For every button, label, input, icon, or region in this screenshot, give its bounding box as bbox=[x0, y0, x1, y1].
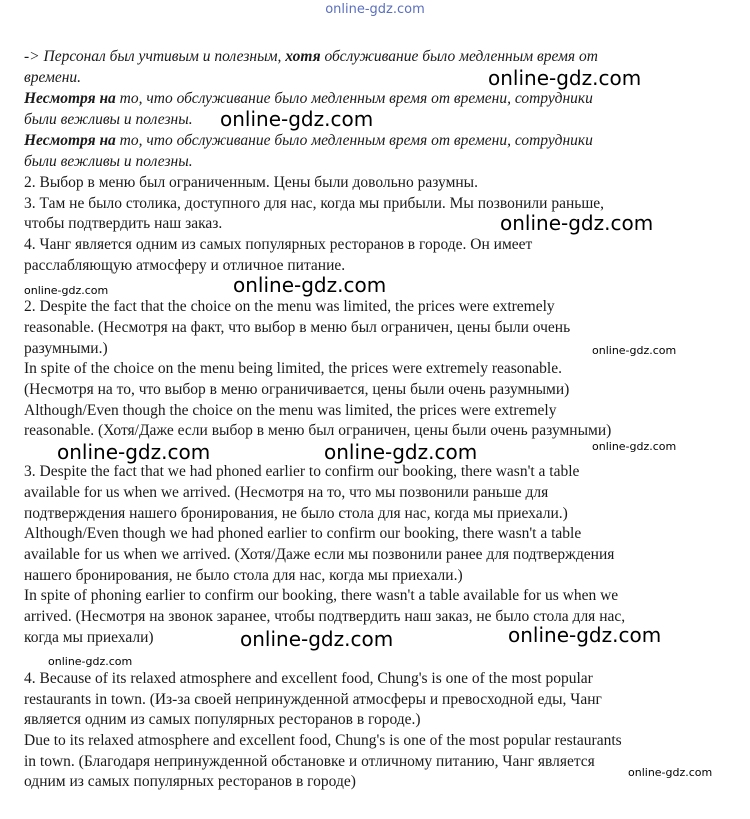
text-line-12: 2. Despite the fact that the choice on the menu was limited, the prices were extremely bbox=[24, 298, 555, 315]
text-line-24: нашего бронирования, не было стола для нас, когда мы приехали.) bbox=[24, 567, 463, 584]
text-line-17: Although/Even though the choice on the menu was limited, the prices were extremely bbox=[24, 402, 557, 419]
watermark: online-gdz.com bbox=[500, 211, 654, 235]
watermark: online-gdz.com bbox=[24, 284, 109, 297]
text-line-2: времени. bbox=[24, 69, 82, 86]
text-line-27: когда мы приехали) bbox=[24, 629, 154, 646]
text-line-21: подтверждения нашего бронирования, не было стола для нас, когда мы приехали.) bbox=[24, 505, 568, 522]
watermark: online-gdz.com bbox=[592, 440, 677, 453]
text-line-30: является одним из самых популярных ресторанов в городе.) bbox=[24, 711, 421, 728]
text-line-8: 3. Там не было столика, доступного для нас, когда мы прибыли. Мы позвонили раньше, bbox=[24, 195, 605, 212]
text-line-14: разумными.) bbox=[24, 340, 108, 357]
watermark: online-gdz.com bbox=[240, 627, 394, 651]
text-line-23: available for us when we arrived. (Хотя/Даже если мы позвонили ранее для подтверждения bbox=[24, 546, 615, 563]
text-line-25: In spite of phoning earlier to confirm our booking, there wasn't a table available for us when we bbox=[24, 587, 619, 604]
text-line-26: arrived. (Несмотря на звонок заранее, чтобы подтвердить наш заказ, не было стола для нас, bbox=[24, 608, 626, 625]
text-line-31: Due to its relaxed atmosphere and excellent food, Chung's is one of the most popular restaurants bbox=[24, 732, 622, 749]
watermark: online-gdz.com bbox=[48, 655, 133, 668]
watermark: online-gdz.com bbox=[324, 440, 478, 464]
watermark: online-gdz.com bbox=[628, 766, 713, 779]
watermark: online-gdz.com bbox=[220, 107, 374, 131]
text-line-15: In spite of the choice on the menu being limited, the prices were extremely reasonable. bbox=[24, 360, 562, 377]
text-line-13: reasonable. (Несмотря на факт, что выбор в меню был ограничен, цены были очень bbox=[24, 319, 571, 336]
text-line-7: 2. Выбор в меню был ограниченным. Цены были довольно разумны. bbox=[24, 174, 478, 191]
text-line-5: Несмотря на то, что обслуживание было медленным время от времени, сотрудники bbox=[24, 132, 593, 149]
text-line-9: чтобы подтвердить наш заказ. bbox=[24, 215, 223, 232]
text-line-19: 3. Despite the fact that we had phoned earlier to confirm our booking, there wasn't a table bbox=[24, 463, 580, 480]
watermark: online-gdz.com bbox=[592, 344, 677, 357]
text-line-28: 4. Because of its relaxed atmosphere and excellent food, Chung's is one of the most popular bbox=[24, 670, 593, 687]
text-line-29: restaurants in town. (Из-за своей непринужденной атмосферы и превосходной еды, Чанг bbox=[24, 691, 602, 708]
text-line-22: Although/Even though we had phoned earlier to confirm our booking, there wasn't a table bbox=[24, 525, 582, 542]
text-line-33: одним из самых популярных ресторанов в городе) bbox=[24, 773, 356, 790]
watermark: online-gdz.com bbox=[57, 440, 211, 464]
text-line-6: были вежливы и полезны. bbox=[24, 153, 193, 170]
text-line-3: Несмотря на то, что обслуживание было медленным время от времени, сотрудники bbox=[24, 90, 593, 107]
text-line-11: расслабляющую атмосферу и отличное питание. bbox=[24, 257, 346, 274]
text-line-1: -> Персонал был учтивым и полезным, хотя обслуживание было медленным время от bbox=[24, 48, 598, 65]
watermark: online-gdz.com bbox=[488, 66, 642, 90]
text-line-10: 4. Чанг является одним из самых популярных ресторанов в городе. Он имеет bbox=[24, 236, 533, 253]
text-line-4: были вежливы и полезны. bbox=[24, 111, 193, 128]
text-line-16: (Несмотря на то, что выбор в меню ограничивается, цены были очень разумными) bbox=[24, 381, 570, 398]
text-line-18: reasonable. (Хотя/Даже если выбор в меню был ограничен, цены были очень разумными) bbox=[24, 422, 612, 439]
watermark-top: online-gdz.com bbox=[325, 2, 425, 17]
watermark: online-gdz.com bbox=[508, 623, 662, 647]
text-line-20: available for us when we arrived. (Несмотря на то, что мы позвонили раньше для bbox=[24, 484, 549, 501]
watermark: online-gdz.com bbox=[233, 273, 387, 297]
text-line-32: in town. (Благодаря непринужденной обстановке и отличному питанию, Чанг является bbox=[24, 753, 595, 770]
